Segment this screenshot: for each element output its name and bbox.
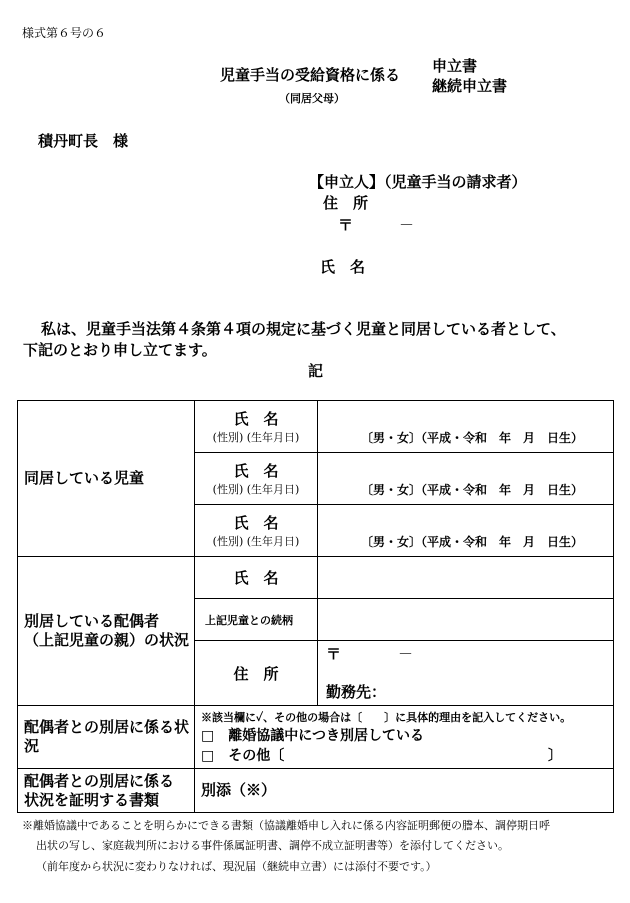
table-row bbox=[18, 401, 614, 453]
title-option-application: 申立書 bbox=[432, 57, 478, 75]
footnote-line-1: ※離婚協議中であることを明らかにできる書類（協議離婚申し入れに係る内容証明郵便の謄本、調停期日呼 bbox=[22, 819, 550, 832]
situation-note: ※該当欄に✓、その他の場合は〔 〕に具体的理由を記入してください。 bbox=[201, 711, 572, 724]
applicant-heading: 【申立人】（児童手当の請求者） bbox=[309, 173, 527, 191]
child-name-label: 氏 名 bbox=[233, 514, 279, 532]
child-sub-label: (性別) (生年月日) bbox=[212, 535, 300, 548]
applicant-postal-mark: 〒 bbox=[338, 216, 354, 234]
separation-situation-label: 配偶者との別居に係る状況 bbox=[18, 706, 195, 769]
spouse-postal-dash: － bbox=[398, 645, 414, 663]
table-row bbox=[18, 557, 614, 599]
separation-situation-cell bbox=[195, 706, 614, 769]
spouse-label-line1: 別居している配偶者 bbox=[24, 612, 160, 630]
statement-line-1: 私は、児童手当法第４条第４項の規定に基づく児童と同居している者として、 bbox=[41, 320, 566, 338]
child-info-field[interactable]: 〔男・女〕（平成・令和 年 月 日生） bbox=[318, 453, 614, 505]
option-other[interactable] bbox=[201, 745, 607, 765]
child-info-field[interactable]: 〔男・女〕（平成・令和 年 月 日生） bbox=[318, 401, 614, 453]
child-name-label-cell bbox=[195, 505, 318, 557]
workplace-label: 勤務先： bbox=[326, 683, 387, 701]
relationship-label: 上記児童との続柄 bbox=[195, 599, 318, 641]
child-sub-label: (性別) (生年月日) bbox=[212, 431, 300, 444]
spouse-postal-mark: 〒 bbox=[326, 645, 342, 663]
applicant-postal-dash: － bbox=[399, 216, 415, 234]
table-row bbox=[18, 706, 614, 769]
child-name-label-cell bbox=[195, 453, 318, 505]
spouse-status-label bbox=[18, 557, 195, 706]
title-option-continuation: 継続申立書 bbox=[432, 77, 508, 95]
ki-heading: 記 bbox=[308, 362, 324, 380]
proof-label-line2: 状況を証明する書類 bbox=[24, 790, 160, 809]
applicant-address-label: 住 所 bbox=[323, 194, 369, 212]
option-other-bracket-end: 〕 bbox=[548, 748, 562, 764]
application-table bbox=[17, 400, 614, 813]
spouse-address-field[interactable] bbox=[318, 641, 614, 706]
addressee: 積丹町長 様 bbox=[38, 132, 129, 150]
footnote-line-3: （前年度から状況に変わりなければ、現況届（継続申立書）には添付不要です。） bbox=[36, 860, 437, 873]
child-info-field[interactable]: 〔男・女〕（平成・令和 年 月 日生） bbox=[318, 505, 614, 557]
spouse-address-label: 住 所 bbox=[233, 664, 279, 683]
proof-documents-label bbox=[18, 769, 195, 813]
proof-documents-value: 別添（※） bbox=[195, 769, 614, 813]
form-number: 様式第６号の６ bbox=[22, 26, 107, 40]
children-label: 同居している児童 bbox=[18, 401, 195, 557]
child-name-label: 氏 名 bbox=[233, 462, 279, 480]
document-subtitle: （同居父母） bbox=[279, 92, 345, 105]
option-divorce-negotiation[interactable]: □ 離婚協議中につき別居している bbox=[201, 728, 424, 744]
child-name-label-cell bbox=[195, 401, 318, 453]
table-row bbox=[18, 769, 614, 813]
spouse-name-field[interactable] bbox=[318, 557, 614, 599]
spouse-label-line2: （上記児童の親）の状況 bbox=[24, 631, 190, 649]
footnote-line-2: 出状の写し、家庭裁判所における事件係属証明書、調停不成立証明書等）を添付してください。 bbox=[36, 839, 509, 852]
document-title: 児童手当の受給資格に係る bbox=[220, 66, 401, 84]
relationship-field[interactable] bbox=[318, 599, 614, 641]
child-name-label: 氏 名 bbox=[233, 410, 279, 428]
statement-line-2: 下記のとおり申し立てます。 bbox=[23, 341, 217, 359]
spouse-address-label-cell bbox=[195, 641, 318, 706]
proof-label-line1: 配偶者との別居に係る bbox=[24, 771, 175, 790]
spouse-name-label-cell bbox=[195, 557, 318, 599]
child-sub-label: (性別) (生年月日) bbox=[212, 483, 300, 496]
applicant-name-label: 氏 名 bbox=[320, 258, 366, 276]
option-other-label: □ その他〔 bbox=[201, 748, 285, 764]
spouse-name-label: 氏 名 bbox=[233, 569, 279, 587]
